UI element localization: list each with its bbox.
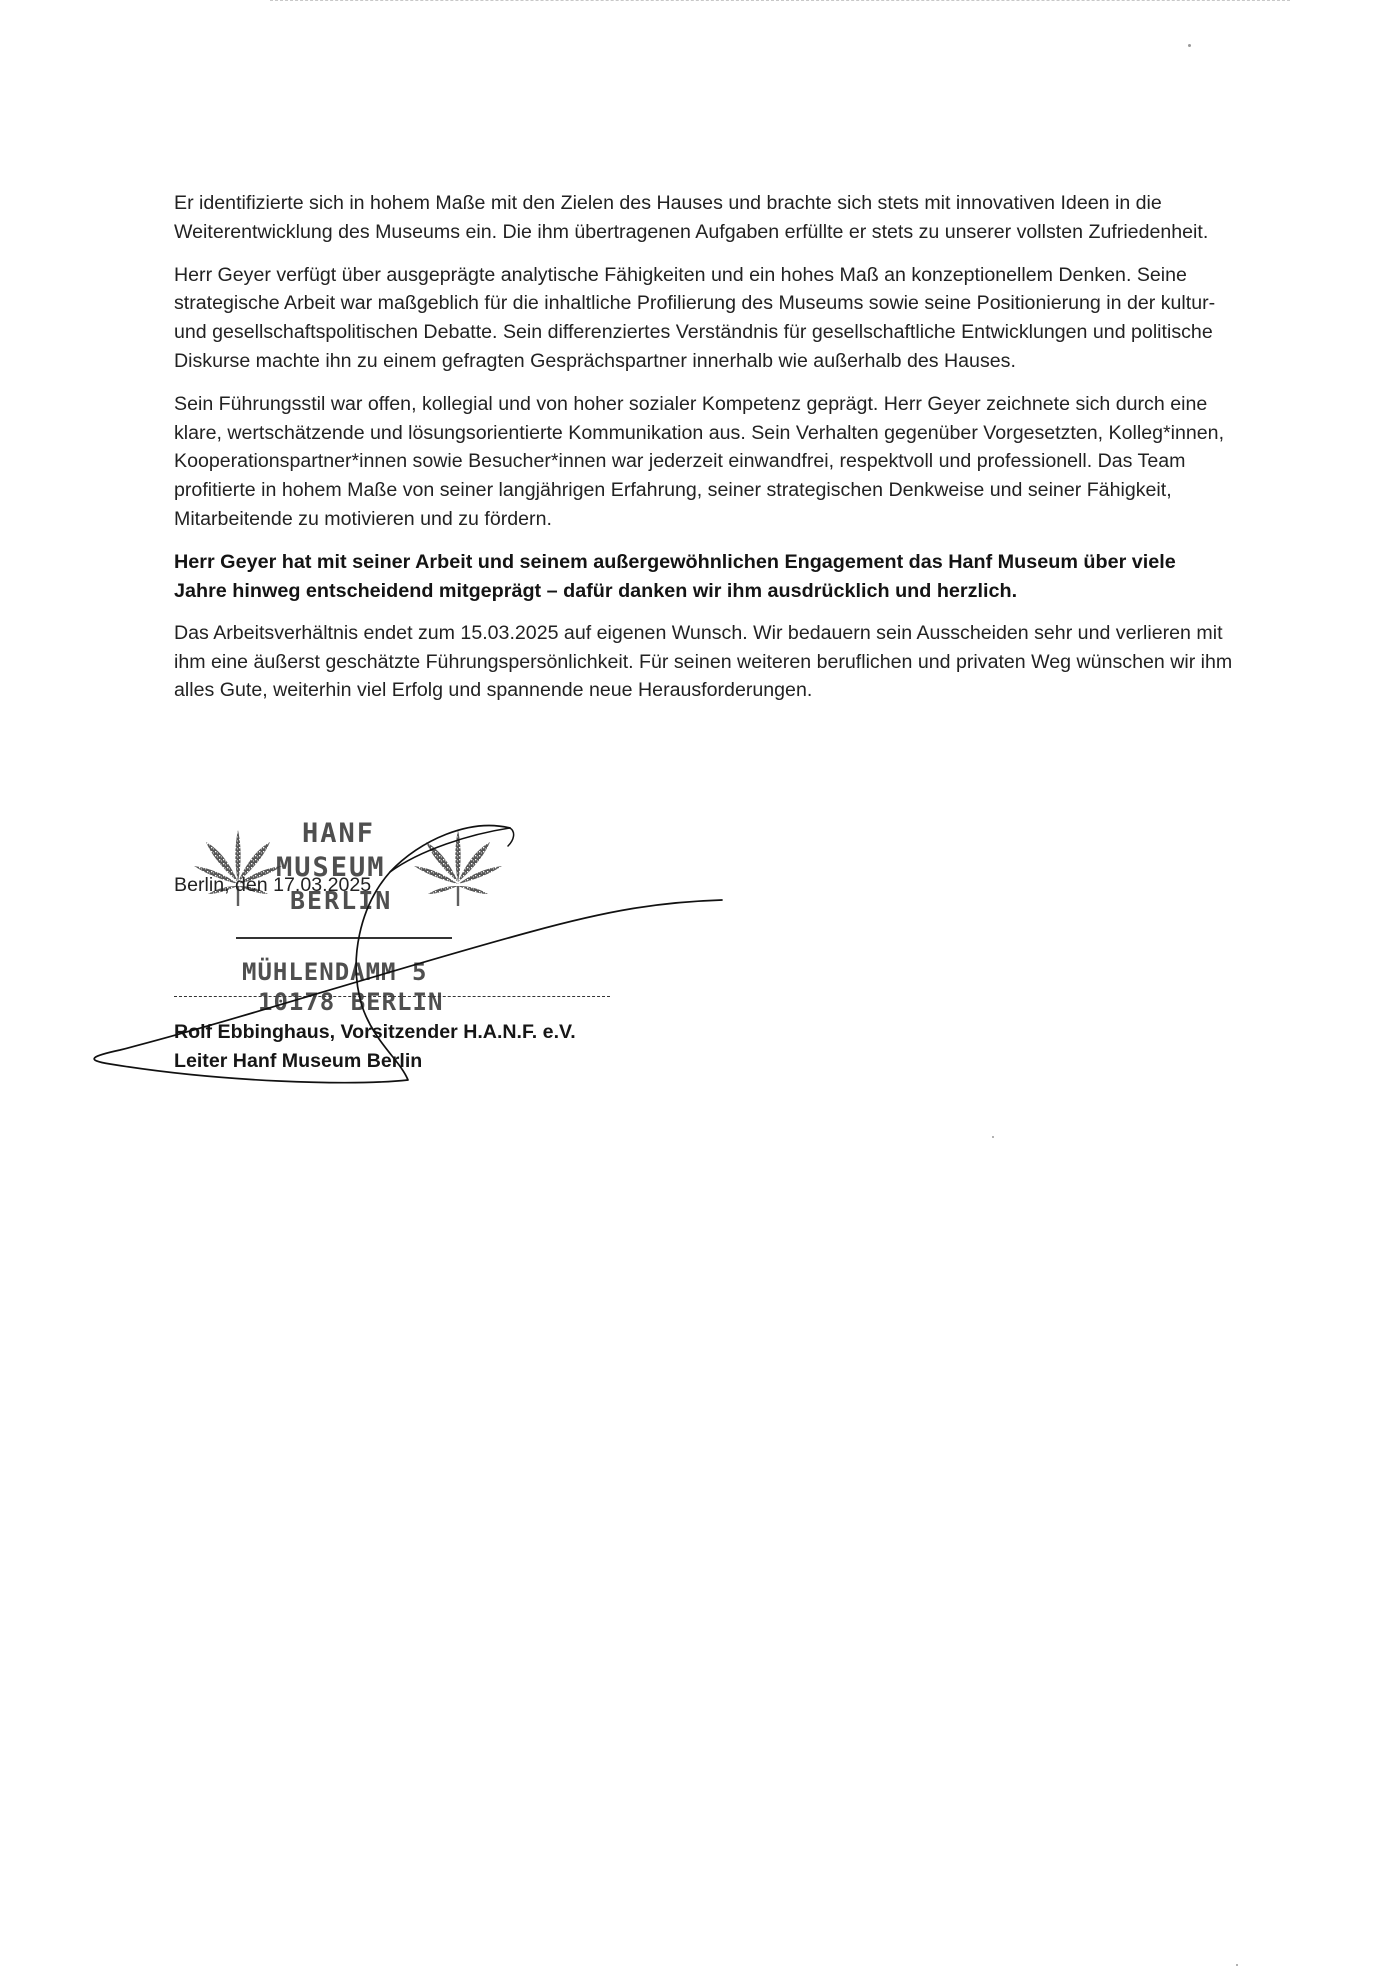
scan-speck xyxy=(1188,44,1191,47)
signer-name: Rolf Ebbinghaus, Vorsitzender H.A.N.F. e.V. xyxy=(174,1021,576,1043)
highlight-paragraph: Herr Geyer hat mit seiner Arbeit und seinem außergewöhnlichen Engagement das Hanf Museum über viele Jahre hinweg entscheidend mitgeprägt – dafür danken wir ihm ausdrücklich und herzlich. xyxy=(174,550,1176,602)
handwritten-signature xyxy=(90,810,770,1100)
signature-block xyxy=(90,810,770,1100)
stamp-line-berlin: BERLIN xyxy=(290,886,393,915)
paragraph-2: Herr Geyer verfügt über ausgeprägte analytische Fähigkeiten und ein hohes Maß an konzeptionellem Denken. Seine strategische Arbeit war maßgeblich für die inhaltliche Profilierung des Museums sowie seine Positionierung in der kultur- und gesellschaftspolitischen Debatte. Sein differenziertes Verständnis für gesellschaftliche Entwicklungen und politische Diskurse machte ihn zu einem gefragten Gesprächspartner innerhalb wie außerhalb des Hauses. xyxy=(174,263,1216,372)
scan-speck xyxy=(1236,1964,1238,1966)
signer-role: Leiter Hanf Museum Berlin xyxy=(174,1050,423,1072)
stamp-street: MÜHLENDAMM 5 xyxy=(242,958,428,986)
paragraph-3: Sein Führungsstil war offen, kollegial und von hoher sozialer Kompetenz geprägt. Herr Geyer zeichnete sich durch eine klare, wertschätzende und lösungsorientierte Kommunikation aus. Sein Verhalten gegenüber Vorgesetzten, Kolleg*innen, Kooperationspartner*innen sowie Besucher*innen war jederzeit einwandfrei, respektvoll und professionell. Das Team profitierte in hohem Maße von seiner langjährigen Erfahrung, seiner strategischen Denkweise und seiner Fähigkeit, Mitarbeitende zu motivieren und zu fördern. xyxy=(174,392,1225,530)
paragraph-1: Er identifizierte sich in hohem Maße mit den Zielen des Hauses und brachte sich stets mit innovativen Ideen in die Weiterentwicklung des Museums ein. Die ihm übertragenen Aufgaben erfüllte er stets zu unserer vollsten Zufriedenheit. xyxy=(174,192,1209,243)
place-date: Berlin, den 17.03.2025 xyxy=(174,874,372,896)
stamp-line-hanf: HANF xyxy=(302,818,376,849)
letter-body xyxy=(174,189,1234,719)
scan-top-edge xyxy=(270,0,1290,2)
closing-paragraph: Das Arbeitsverhältnis endet zum 15.03.2025 auf eigenen Wunsch. Wir bedauern sein Ausscheiden sehr und verlieren mit ihm eine äußerst geschätzte Führungspersönlichkeit. Für seinen weiteren beruflichen und privaten Weg wünschen wir ihm alles Gute, weiterhin viel Erfolg und spannende neue Herausforderungen. xyxy=(174,621,1233,702)
scan-speck xyxy=(992,1136,994,1138)
stamp-city: 10178 BERLIN xyxy=(258,988,444,1016)
stamp-line-museum: MUSEUM xyxy=(276,852,386,883)
